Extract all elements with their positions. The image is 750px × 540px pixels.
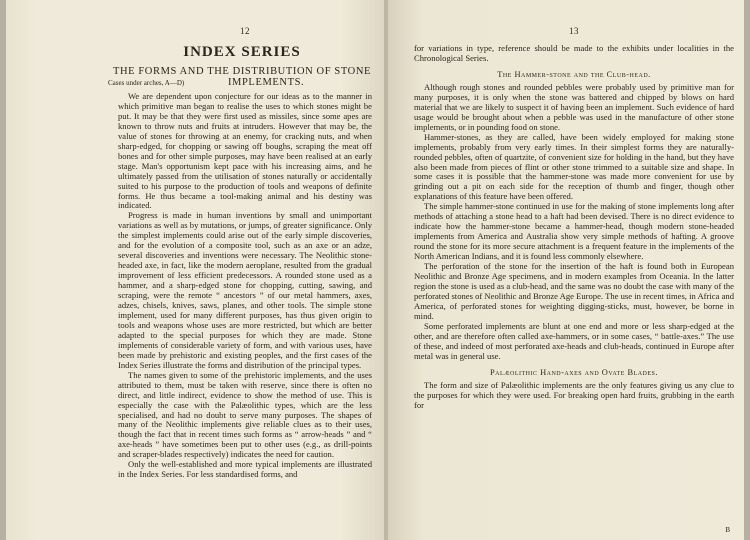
left-paragraph-4: Only the well-established and more typical implements are illustrated in the Index Series. For less standardised forms, and [118,459,372,480]
page-number-left: 12 [240,26,250,36]
right-paragraph-4: The perforation of the stone for the insertion of the haft is found both in European Neolithic and Bronze Age specimens, and in modern examples from Oceania. In the latter region the stone is used as a club-head, and the same was no doubt the case with many of the perforated stones of Neolithic and Bronze Age Europe. The use in recent times, in Africa and America, of perforated stones for weighting digging-sticks, must, however, be borne in mind. [414,261,734,321]
right-paragraph-6: The form and size of Palæolithic implements are the only features giving us any clue to the purposes for which they were used. For breaking open hard fruits, grubbing in the earth for [414,379,734,410]
right-page [388,0,744,540]
left-page [6,0,386,540]
left-paragraph-3: The names given to some of the prehistoric implements, and the uses attributed to them, must be taken with reserve, since there is often no direct, and little indirect, evidence to show the method of use. This is especially the case with the Palæolithic types, which are the less specialised, and had no doubt to serve many purposes. The shapes of many of the Neolithic implements give reliable clues as to their uses, though the fact that in recent times such forms as “ arrow-heads ” and “ axe-heads ” have sometimes been put to other uses (e.g., as drill-points and scraper-blades respectively) indicates the need for caution. [118,369,372,460]
right-paragraph-5: Some perforated implements are blunt at one end and more or less sharp-edged at the other, and are therefore often called axe-hammers, or in some cases, “ battle-axes.” The use of these, and indeed of most perforated axe-heads and club-heads, continued in Europe after metal was in general use. [414,320,734,361]
section-heading-hand-axes: Palæolithic Hand-axes and Ovate Blades. [490,367,658,377]
section-subtitle: THE FORMS AND THE DISTRIBUTION OF STONE [112,66,372,77]
right-paragraph-2: Hammer-stones, as they are called, have been widely employed for making stone implements, probably from very early times. In their simplest forms they are naturally-rounded pebbles, often of quartzite, of convenient size for holding in the hand, but they have also been made from pieces of flint or other stone trimmed to a suitable size and shape. In some cases it is possible that the hammer-stone was made more convenient for use by grinding out a pit on each side for the reception of thumb and finger, though other explanations of this feature have been offered. [414,131,734,202]
signature-mark: B [725,526,730,534]
page-number-right: 13 [569,26,579,36]
right-paragraph-1: Although rough stones and rounded pebbles were probably used by primitive man for many purposes, it is only when the stone was battered and chipped by blows on hard material that we are likely to suspect it of having been an implement. Such evidence of hard usage would be brought about when a pebble was used in the manufacture of other stone implements, or in pounding food on stone. [414,81,734,132]
right-intro: for variations in type, reference should be made to the exhibits under localities in the Chronological Series. [414,43,734,63]
cases-note: Cases under arches, A—D) [108,79,185,87]
right-paragraph-3: The simple hammer-stone continued in use for the making of stone implements long after methods of attaching a stone head to a haft had been devised. There is no direct evidence to indicate how the hammer-stone became a hammer-head, though modern stone-headed implements from America and Australia show very simple methods of hafting. A groove round the stone for its more secure attachment is a frequent feature in the implements of the North American Indians, and it is found less commonly elsewhere. [414,201,734,262]
left-paragraph-2: Progress is made in human inventions by small and unimportant variations as well as by mutations, or jumps, of greater significance. Only the simplest implements could arise out of the early simple discoveries, and for the evolution of a composite tool, such as an axe or an adze, several discoveries and inventions were necessary. The Neolithic stone-headed axe, in fact, like the modern aeroplane, resulted from the gradual improvement of less efficient predecessors. A rounded stone used as a hammer, and a sharp-edged stone for chopping, cutting, sawing, and scraping, were the remote “ ancestors ” of our metal hammers, axes, adzes, chisels, knives, saws, planes, and other tools. The simple stone implement, used for many different purposes, has thus given origin to tools and weapons whose uses are more restricted, but which are better adapted to the special purposes for which they are made. Stone implements of considerable variety of form, and with various uses, have been made by prehistoric and existing peoples, and the first cases of the Index Series illustrate the forms and distribution of the principal types. [118,210,372,370]
subtitle-continuation: IMPLEMENTS. [227,77,305,88]
page-title: INDEX SERIES [183,44,301,60]
left-paragraph-1: We are dependent upon conjecture for our ideas as to the manner in which primitive man began to realise the uses to which stones might be put. It may be that they were first used as missiles, since some apes are known to throw nuts and fruits at intruders. However that may be, the value of stones for throwing at an enemy, for cracking nuts, and when sharp-edged, for chopping or sawing off boughs, scraping the meat off bones and for other simple purposes, may have been realised at an early stage. Man's opportunism kept pace with his increasing aims, and he ultimately passed from the utilisation of stones naturally or accidentally suited to his purpose to the production of tools and weapons of definite forms. He thus became a tool-making animal and his destiny was indicated. [118,91,372,211]
section-heading-hammer-stone: The Hammer-stone and the Club-head. [497,69,651,79]
cases-line [108,79,372,87]
